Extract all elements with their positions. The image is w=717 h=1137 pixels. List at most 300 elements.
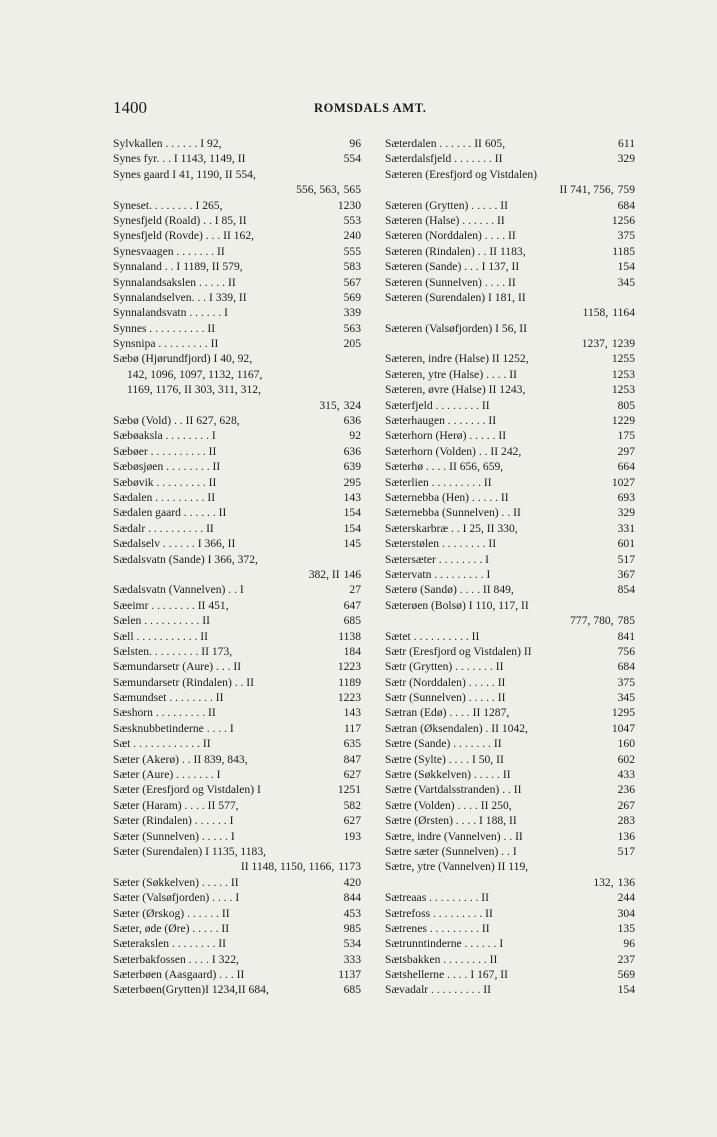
entry-page: 554 (343, 152, 361, 166)
entry-page: 240 (343, 229, 361, 243)
index-entry (385, 459, 635, 474)
index-entry (385, 167, 635, 182)
index-entry (113, 644, 361, 659)
entry-page: 146 (343, 567, 361, 581)
index-entry (385, 844, 635, 859)
entry-text: 142, 1096, 1097, 1132, 1167, (127, 367, 263, 381)
entry-page (357, 844, 361, 859)
index-entry (385, 259, 635, 274)
index-entry (113, 752, 361, 767)
index-entry (385, 690, 635, 705)
index-entry (385, 490, 635, 505)
entry-text: Sædalselv . . . . . . I 366, II (113, 537, 236, 551)
index-entry (113, 567, 361, 582)
entry-text: Sædalsvatn (Vannelven) . . I (113, 583, 244, 597)
entry-text: Sædalen gaard . . . . . . II (113, 506, 227, 520)
entry-text: Sædalsvatn (Sande) I 366, 372, (113, 552, 258, 566)
index-entry (113, 459, 361, 474)
entry-text: Sæterhorn (Herø) . . . . . II (385, 429, 507, 443)
entry-text: Sæbø (Vold) . . II 627, 628, (113, 414, 240, 428)
index-entry (113, 321, 361, 336)
index-entry (113, 552, 361, 567)
entry-text: Sæbøaksla . . . . . . . . I (113, 429, 216, 443)
index-entry (113, 259, 361, 274)
entry-page (357, 367, 361, 382)
entry-page: 635 (343, 737, 361, 751)
entry-text: Sætre, indre (Vannelven) . . II (385, 829, 523, 843)
entry-page (631, 290, 635, 305)
index-entry (113, 721, 361, 736)
entry-text: Synes gaard I 41, 1190, II 554, (113, 167, 256, 181)
entry-page: 639 (343, 460, 361, 474)
entry-page: 184 (343, 644, 361, 658)
entry-text: Sætre (Søkkelven) . . . . . II (385, 768, 511, 782)
entry-text: Sæter (Valsøfjorden) . . . . I (113, 891, 240, 905)
entry-page (357, 382, 361, 397)
entry-text: Sæter (Haram) . . . . II 577, (113, 798, 239, 812)
entry-text: Sæteren, indre (Halse) II 1252, (385, 352, 529, 366)
entry-text: Sæterlien . . . . . . . . . II (385, 475, 492, 489)
index-entry (113, 136, 361, 151)
entry-page: 684 (617, 198, 635, 212)
entry-text: Sæmundset . . . . . . . . II (113, 691, 224, 705)
entry-page: 375 (617, 229, 635, 243)
index-entry (385, 382, 635, 397)
entry-page: 684 (617, 660, 635, 674)
index-entry (113, 228, 361, 243)
entry-page: 205 (343, 337, 361, 351)
index-entry (113, 505, 361, 520)
entry-page: 1223 (337, 691, 361, 705)
index-entry (113, 690, 361, 705)
index-entry (113, 982, 361, 997)
entry-page: 567 (343, 275, 361, 289)
page-number: 1400 (113, 98, 147, 117)
index-entry (385, 351, 635, 366)
index-entry (385, 521, 635, 536)
index-entry (113, 198, 361, 213)
entry-text: Sæter (Sunnelven) . . . . . I (113, 829, 235, 843)
entry-page (357, 351, 361, 366)
entry-page: 27 (349, 583, 361, 597)
index-entry (385, 721, 635, 736)
entry-text: Sæeimr . . . . . . . . II 451, (113, 598, 229, 612)
index-entry (385, 444, 635, 459)
entry-text: Sæteren (Norddalen) . . . . II (385, 229, 516, 243)
entry-page: 154 (343, 521, 361, 535)
entry-page: 563 (343, 321, 361, 335)
entry-page: 582 (343, 798, 361, 812)
entry-text: Sæterakslen . . . . . . . . II (113, 937, 227, 951)
entry-text: Sæteren (Sunnelven) . . . . II (385, 275, 516, 289)
index-entry (113, 521, 361, 536)
entry-text: Sætr (Norddalen) . . . . . II (385, 675, 506, 689)
entry-text: Sædalr . . . . . . . . . . II (113, 521, 214, 535)
entry-page: 1137 (338, 968, 361, 982)
index-entry (385, 290, 635, 305)
entry-text: Sæbøsjøen . . . . . . . . II (113, 460, 221, 474)
entry-page: 1229 (611, 414, 635, 428)
entry-page: 193 (343, 829, 361, 843)
entry-text: Sæter (Søkkelven) . . . . . II (113, 875, 239, 889)
index-entry (385, 875, 635, 890)
entry-page: 329 (617, 152, 635, 166)
entry-page: 136 (617, 829, 635, 843)
entry-page: 555 (343, 244, 361, 258)
entry-page: 565 (343, 183, 361, 197)
index-entry (113, 413, 361, 428)
entry-text: Sæbøer . . . . . . . . . . II (113, 444, 217, 458)
entry-page: 297 (617, 444, 635, 458)
entry-page: 1230 (337, 198, 361, 212)
index-entry (113, 275, 361, 290)
index-entry (113, 598, 361, 613)
entry-page: 602 (617, 752, 635, 766)
entry-page: 1223 (337, 660, 361, 674)
entry-text: Sæter (Akerø) . . II 839, 843, (113, 752, 248, 766)
index-entry (113, 428, 361, 443)
entry-page: 345 (617, 275, 635, 289)
entry-text: 132, (593, 875, 614, 889)
index-entry (385, 305, 635, 320)
entry-page: 145 (343, 537, 361, 551)
index-entry (385, 906, 635, 921)
entry-text: Sæbøvik . . . . . . . . . II (113, 475, 217, 489)
entry-text: Synnalandsakslen . . . . . II (113, 275, 236, 289)
index-entry (113, 859, 361, 874)
entry-text: Sælsten. . . . . . . . . II 173, (113, 644, 233, 658)
entry-page: 1255 (611, 352, 635, 366)
entry-text: Sæterbøen(Grytten)I 1234,II 684, (113, 983, 269, 997)
index-entry (113, 659, 361, 674)
index-entry (113, 290, 361, 305)
entry-text: Synes fyr. . . I 1143, 1149, II (113, 152, 246, 166)
index-entry (385, 736, 635, 751)
page-title: ROMSDALS AMT. (314, 101, 427, 115)
entry-page: 693 (617, 490, 635, 504)
entry-text: Sæbø (Hjørundfjord) I 40, 92, (113, 352, 253, 366)
entry-text: Sætrenes . . . . . . . . . II (385, 921, 490, 935)
entry-text: Sætre sæter (Sunnelven) . . I (385, 844, 517, 858)
index-entry (385, 752, 635, 767)
index-entry (385, 321, 635, 336)
entry-page: 854 (617, 583, 635, 597)
entry-page: 136 (617, 875, 635, 889)
index-entry (113, 398, 361, 413)
index-entry (385, 428, 635, 443)
index-entry (385, 967, 635, 982)
entry-page: 569 (343, 290, 361, 304)
index-entry (113, 813, 361, 828)
index-entry (113, 444, 361, 459)
entry-text: 315, (319, 398, 340, 412)
entry-text: Sædalen . . . . . . . . . II (113, 490, 216, 504)
entry-text: Sæterhø . . . . II 656, 659, (385, 460, 504, 474)
index-entry (385, 952, 635, 967)
index-entry (113, 305, 361, 320)
entry-text: Sylvkallen . . . . . . I 92, (113, 137, 222, 150)
entry-text: Sætre (Ørsten) . . . . I 188, II (385, 814, 517, 828)
entry-text: Sæterstølen . . . . . . . . II (385, 537, 497, 551)
entry-text: Sætreaas . . . . . . . . . II (385, 891, 490, 905)
index-entry (385, 767, 635, 782)
entry-text: Synesfjeld (Roald) . . I 85, II (113, 213, 247, 227)
entry-page: 601 (617, 537, 635, 551)
index-entry (113, 782, 361, 797)
entry-text: Sæter, øde (Øre) . . . . . II (113, 921, 230, 935)
entry-page: 1189 (338, 675, 361, 689)
entry-page (357, 552, 361, 567)
index-entry (113, 367, 361, 382)
entry-page: 92 (349, 429, 361, 443)
entry-page: 627 (343, 768, 361, 782)
entry-page: 1239 (611, 337, 635, 351)
entry-page: 1295 (611, 706, 635, 720)
entry-text: Sæterdalen . . . . . . II 605, (385, 137, 506, 150)
entry-text: Synnes . . . . . . . . . . II (113, 321, 216, 335)
entry-page: 844 (343, 891, 361, 905)
index-entry (385, 798, 635, 813)
index-entry (385, 151, 635, 166)
entry-text: Sæshorn . . . . . . . . . II (113, 706, 216, 720)
entry-text: Sæterhorn (Volden) . . II 242, (385, 444, 522, 458)
entry-text: Sæterhaugen . . . . . . . II (385, 414, 497, 428)
entry-page: 283 (617, 814, 635, 828)
index-entry (113, 382, 361, 397)
index-entry (113, 890, 361, 905)
index-entry (113, 475, 361, 490)
entry-text: Sætrefoss . . . . . . . . . II (385, 906, 493, 920)
entry-page: 175 (617, 429, 635, 443)
entry-page: 453 (343, 906, 361, 920)
index-entry (385, 198, 635, 213)
entry-page: 295 (343, 475, 361, 489)
entry-text: Sætrunntinderne . . . . . . I (385, 937, 504, 951)
entry-text: Sætr (Sunnelven) . . . . . II (385, 691, 506, 705)
index-entry (113, 875, 361, 890)
entry-text: Sæterskarbræ . . I 25, II 330, (385, 521, 518, 535)
index-entry (113, 844, 361, 859)
index-entry (113, 336, 361, 351)
entry-text: 382, II (308, 567, 340, 581)
index-entry (113, 952, 361, 967)
entry-text: Sætervatn . . . . . . . . . I (385, 567, 491, 581)
entry-page: 685 (343, 614, 361, 628)
entry-page: 1253 (611, 367, 635, 381)
entry-text: Sætran (Øksendalen) . II 1042, (385, 721, 528, 735)
entry-page: 267 (617, 798, 635, 812)
index-entry (113, 967, 361, 982)
entry-page: 685 (343, 983, 361, 997)
entry-text: Sætsbakken . . . . . . . . II (385, 952, 498, 966)
entry-page: 1256 (611, 213, 635, 227)
entry-text: II 741, 756, (559, 183, 614, 197)
index-entry (385, 782, 635, 797)
entry-page: 143 (343, 706, 361, 720)
entry-page: 1138 (338, 629, 361, 643)
entry-text: Sætr (Grytten) . . . . . . . II (385, 660, 504, 674)
entry-text: Sæter (Surendalen) I 1135, 1183, (113, 844, 267, 858)
entry-page (631, 321, 635, 336)
index-entry (113, 167, 361, 182)
entry-page: 154 (343, 506, 361, 520)
entry-text: 1237, (581, 337, 608, 351)
index-entry (385, 936, 635, 951)
entry-text: Sævadalr . . . . . . . . . II (385, 983, 491, 997)
index-entry (113, 244, 361, 259)
index-entry (385, 813, 635, 828)
index-entry (113, 151, 361, 166)
entry-text: Sæteren (Eresfjord og Vistdalen) (385, 167, 538, 181)
entry-text: Synnaland . . I 1189, II 579, (113, 260, 243, 274)
entry-text: Sæt . . . . . . . . . . . . II (113, 737, 211, 751)
entry-page (631, 859, 635, 874)
index-entry (385, 505, 635, 520)
entry-page: 236 (617, 783, 635, 797)
entry-text: Synnalandselven. . . I 339, II (113, 290, 247, 304)
entry-page: 1253 (611, 383, 635, 397)
entry-page: 805 (617, 398, 635, 412)
entry-text: Synsnipa . . . . . . . . . II (113, 337, 219, 351)
entry-page: 304 (617, 906, 635, 920)
entry-text: Sæterø (Sandø) . . . . II 849, (385, 583, 514, 597)
left-index-column (113, 136, 361, 998)
entry-text: Sæteren (Valsøfjorden) I 56, II (385, 321, 527, 335)
index-entry (385, 367, 635, 382)
entry-text: Sætshellerne . . . . I 167, II (385, 968, 509, 982)
entry-text: Sæteren (Halse) . . . . . . II (385, 213, 505, 227)
index-entry (385, 582, 635, 597)
index-entry (113, 182, 361, 197)
entry-text: Sæterbakfossen . . . . I 322, (113, 952, 239, 966)
entry-page: 636 (343, 444, 361, 458)
entry-text: Sælen . . . . . . . . . . II (113, 614, 210, 628)
entry-page: 664 (617, 460, 635, 474)
entry-page: 331 (617, 521, 635, 535)
entry-text: Sætre (Sande) . . . . . . . II (385, 737, 502, 751)
entry-page: 160 (617, 737, 635, 751)
index-entry (113, 536, 361, 551)
entry-page: 244 (617, 891, 635, 905)
entry-text: Sætr (Eresfjord og Vistdalen) II (385, 644, 532, 658)
index-entry (385, 413, 635, 428)
entry-page: 517 (617, 552, 635, 566)
entry-page: 154 (617, 260, 635, 274)
entry-text: Sæteren, ytre (Halse) . . . . II (385, 367, 517, 381)
entry-page: 847 (343, 752, 361, 766)
entry-text: Sæterdalsfjeld . . . . . . . II (385, 152, 503, 166)
index-entry (113, 705, 361, 720)
index-entry (113, 936, 361, 951)
index-entry (385, 982, 635, 997)
index-entry (385, 182, 635, 197)
entry-text: Sæll . . . . . . . . . . . II (113, 629, 209, 643)
entry-page: 135 (617, 921, 635, 935)
entry-page: 433 (617, 768, 635, 782)
index-entry (385, 598, 635, 613)
entry-text: Sæternebba (Sunnelven) . . II (385, 506, 521, 520)
right-index-column (385, 136, 635, 998)
entry-text: Sæterbøen (Aasgaard) . . . II (113, 968, 245, 982)
index-entry (113, 675, 361, 690)
index-entry (385, 675, 635, 690)
entry-page: 1164 (612, 306, 635, 320)
index-entry (113, 613, 361, 628)
entry-page: 569 (617, 968, 635, 982)
index-entry (385, 644, 635, 659)
index-entry (385, 244, 635, 259)
entry-page: 583 (343, 260, 361, 274)
entry-page: 1027 (611, 475, 635, 489)
index-entry (385, 213, 635, 228)
entry-text: Sæterøen (Bolsø) I 110, 117, II (385, 598, 529, 612)
index-entry (385, 829, 635, 844)
entry-page: 96 (349, 137, 361, 150)
entry-page: 237 (617, 952, 635, 966)
entry-text: Sæter (Eresfjord og Vistdalen) I (113, 783, 261, 797)
index-entry (113, 767, 361, 782)
index-entry (385, 336, 635, 351)
entry-page: 636 (343, 414, 361, 428)
entry-text: Synesfjeld (Rovde) . . . II 162, (113, 229, 255, 243)
index-entry (385, 859, 635, 874)
entry-text: Sæsknubbetinderne . . . . I (113, 721, 234, 735)
entry-text: Sæterfjeld . . . . . . . . II (385, 398, 490, 412)
entry-text: Sæmundarsetr (Aure) . . . II (113, 660, 242, 674)
entry-text: Sæter (Ørskog) . . . . . . II (113, 906, 230, 920)
index-entry (113, 213, 361, 228)
entry-text: Sæteren (Grytten) . . . . . II (385, 198, 508, 212)
entry-page: 534 (343, 937, 361, 951)
entry-page: 647 (343, 598, 361, 612)
entry-text: Synesvaagen . . . . . . . II (113, 244, 225, 258)
entry-page: 841 (617, 629, 635, 643)
entry-text: Sætre (Volden) . . . . II 250, (385, 798, 512, 812)
index-entry (385, 629, 635, 644)
entry-text: Sæteren (Rindalen) . . II 1183, (385, 244, 526, 258)
entry-page: 154 (617, 983, 635, 997)
entry-page: 96 (623, 937, 635, 951)
entry-page: 517 (617, 844, 635, 858)
entry-page: 553 (343, 213, 361, 227)
entry-text: 777, 780, (570, 614, 614, 628)
entry-page: 339 (343, 306, 361, 320)
entry-text: Sæteren, øvre (Halse) II 1243, (385, 383, 526, 397)
index-entry (385, 659, 635, 674)
entry-text: Sætersæter . . . . . . . . I (385, 552, 490, 566)
entry-text: 1158, (582, 306, 609, 320)
index-entry (385, 567, 635, 582)
entry-text: Synnalandsvatn . . . . . . I (113, 306, 228, 320)
entry-text: Sætre, ytre (Vannelven) II 119, (385, 860, 529, 874)
entry-page: 756 (617, 644, 635, 658)
index-entry (385, 228, 635, 243)
entry-page: 324 (343, 398, 361, 412)
entry-text: Sæter (Rindalen) . . . . . . I (113, 814, 234, 828)
entry-text: Sætran (Edø) . . . . II 1287, (385, 706, 510, 720)
index-entry (385, 552, 635, 567)
index-entry (113, 629, 361, 644)
entry-page: 611 (618, 137, 635, 150)
entry-text: Syneset. . . . . . . . I 265, (113, 198, 223, 212)
entry-text: Sætre (Sylte) . . . . I 50, II (385, 752, 504, 766)
index-entry (113, 829, 361, 844)
index-entry (385, 890, 635, 905)
entry-text: II 1148, 1150, 1166, (240, 860, 335, 874)
entry-text: Sæteren (Sande) . . . I 137, II (385, 260, 520, 274)
entry-page: 375 (617, 675, 635, 689)
index-entry (113, 490, 361, 505)
